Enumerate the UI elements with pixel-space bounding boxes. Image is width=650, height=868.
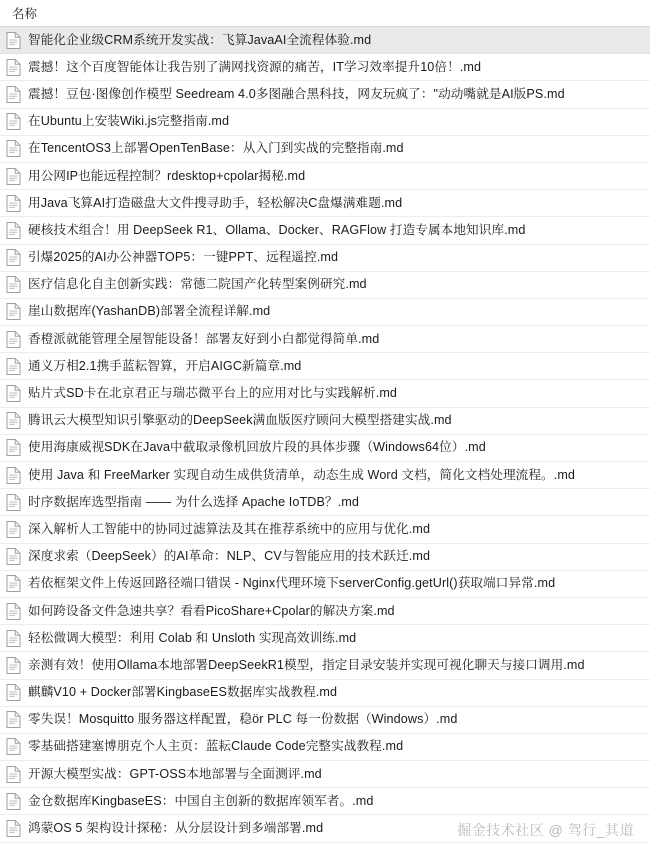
file-name: 贴片式SD卡在北京君正与瑞芯微平台上的应用对比与实践解析.md [28, 386, 398, 401]
table-row[interactable] [0, 27, 650, 54]
document-icon [6, 358, 21, 375]
document-icon [6, 684, 21, 701]
table-row[interactable] [0, 435, 650, 462]
table-row[interactable] [0, 408, 650, 435]
file-name: 香橙派就能管理全屋智能设备！部署友好到小白都觉得简单.md [28, 331, 380, 346]
file-name: 鸿蒙OS 5 架构设计探秘：从分层设计到多端部署.md [28, 821, 324, 836]
file-name: 麒麟V10 + Docker部署KingbaseES数据库实战教程.md [28, 685, 338, 700]
file-name: 亲测有效！使用Ollama本地部署DeepSeekR1模型，指定目录安装并实现可视化聊天与接口调用.md [28, 657, 585, 672]
document-icon [6, 222, 21, 239]
table-row[interactable] [0, 571, 650, 598]
watermark: 掘金技术社区 @ 驾行_其道 [457, 822, 634, 838]
table-row[interactable] [0, 788, 650, 815]
table-row[interactable] [0, 353, 650, 380]
document-icon [6, 820, 21, 837]
table-row[interactable] [0, 815, 650, 842]
document-icon [6, 303, 21, 320]
document-icon [6, 168, 21, 185]
table-row[interactable] [0, 680, 650, 707]
table-row[interactable] [0, 54, 650, 81]
document-icon [6, 32, 21, 49]
table-row[interactable] [0, 761, 650, 788]
document-icon [6, 113, 21, 130]
document-icon [6, 657, 21, 674]
table-row[interactable] [0, 299, 650, 326]
document-icon [6, 331, 21, 348]
table-row[interactable] [0, 598, 650, 625]
file-name: 通义万相2.1携手蓝耘智算，开启AIGC新篇章.md [28, 358, 302, 373]
list-header [0, 0, 650, 26]
document-icon [6, 385, 21, 402]
table-row[interactable] [0, 707, 650, 734]
table-row[interactable] [0, 625, 650, 652]
table-row[interactable] [0, 109, 650, 136]
document-icon [6, 793, 21, 810]
file-name: 使用海康威视SDK在Java中截取录像机回放片段的具体步骤（Windows64位）.md [28, 440, 486, 455]
document-icon [6, 249, 21, 266]
file-name: 在TencentOS3上部署OpenTenBase：从入门到实战的完整指南.md [28, 141, 404, 156]
document-icon [6, 603, 21, 620]
file-name: 使用 Java 和 FreeMarker 实现自动生成供货清单，动态生成 Word 文档，简化文档处理流程。.md [28, 467, 576, 482]
file-name: 轻松微调大模型：利用 Colab 和 Unsloth 实现高效训练.md [28, 630, 357, 645]
document-icon [6, 86, 21, 103]
document-icon [6, 548, 21, 565]
file-name: 开源大模型实战：GPT-OSS本地部署与全面测评.md [28, 766, 322, 781]
table-row[interactable] [0, 136, 650, 163]
file-name: 金仓数据库KingbaseES：中国自主创新的数据库领军者。.md [28, 793, 374, 808]
document-icon [6, 630, 21, 647]
table-row[interactable] [0, 245, 650, 272]
table-row[interactable] [0, 462, 650, 489]
table-row[interactable] [0, 163, 650, 190]
document-icon [6, 738, 21, 755]
document-icon [6, 140, 21, 157]
table-row[interactable] [0, 380, 650, 407]
document-icon [6, 467, 21, 484]
document-icon [6, 494, 21, 511]
file-name: 零基础搭建塞博朋克个人主页：蓝耘Claude Code完整实战教程.md [28, 739, 404, 754]
document-icon [6, 439, 21, 456]
table-row[interactable] [0, 734, 650, 761]
file-name: 时序数据库选型指南 —— 为什么选择 Apache IoTDB？.md [28, 494, 359, 509]
table-row[interactable] [0, 326, 650, 353]
column-header-name[interactable]: 名称 [12, 7, 38, 21]
file-name: 如何跨设备文件急速共享？看看PicoShare+Cpolar的解决方案.md [28, 603, 395, 618]
document-icon [6, 59, 21, 76]
table-row[interactable] [0, 489, 650, 516]
table-row[interactable] [0, 516, 650, 543]
file-name: 智能化企业级CRM系统开发实战：飞算JavaAI全流程体验.md [28, 32, 372, 47]
file-name: 硬核技术组合！用 DeepSeek R1、Ollama、Docker、RAGFlow 打造专属本地知识库.md [28, 222, 526, 237]
file-name: 震撼！豆包·图像创作模型 Seedream 4.0多图融合黑科技，网友玩疯了："动动嘴就是AI版PS.md [28, 86, 565, 101]
document-icon [6, 276, 21, 293]
file-name: 震撼！这个百度智能体让我告别了满网找资源的痛苦，IT学习效率提升10倍！.md [28, 59, 482, 74]
document-icon [6, 412, 21, 429]
file-name: 若依框架文件上传返回路径端口错误 - Nginx代理环境下serverConfig.getUrl()获取端口异常.md [28, 576, 556, 591]
document-icon [6, 766, 21, 783]
document-icon [6, 575, 21, 592]
file-name: 深度求索（DeepSeek）的AI革命：NLP、CV与智能应用的技术跃迁.md [28, 549, 431, 564]
file-rows [0, 27, 650, 868]
file-name: 腾讯云大模型知识引擎驱动的DeepSeek满血版医疗顾问大模型搭建实战.md [28, 413, 452, 428]
document-icon [6, 521, 21, 538]
file-name: 深入解析人工智能中的协同过滤算法及其在推荐系统中的应用与优化.md [28, 521, 431, 536]
table-row[interactable] [0, 81, 650, 108]
table-row[interactable] [0, 190, 650, 217]
document-icon [6, 195, 21, 212]
file-name: 零失误！Mosquitto 服务器这样配置，稳ör PLC 每一份数据（Windows）.md [28, 712, 458, 727]
file-name: 在Ubuntu上安装Wiki.js完整指南.md [28, 114, 230, 129]
file-name: 医疗信息化自主创新实践：常德二院国产化转型案例研究.md [28, 277, 367, 292]
file-name: 用公网IP也能远程控制？rdesktop+cpolar揭秘.md [28, 168, 306, 183]
table-row[interactable] [0, 217, 650, 244]
table-row[interactable] [0, 544, 650, 571]
file-name: 引爆2025的AI办公神器TOP5：一键PPT、远程遥控.md [28, 250, 339, 265]
file-name: 崖山数据库(YashanDB)部署全流程详解.md [28, 304, 271, 319]
document-icon [6, 711, 21, 728]
table-row[interactable] [0, 652, 650, 679]
table-row[interactable] [0, 272, 650, 299]
file-name: 用Java飞算AI打造磁盘大文件搜寻助手，轻松解决C盘爆满难题.md [28, 195, 403, 210]
